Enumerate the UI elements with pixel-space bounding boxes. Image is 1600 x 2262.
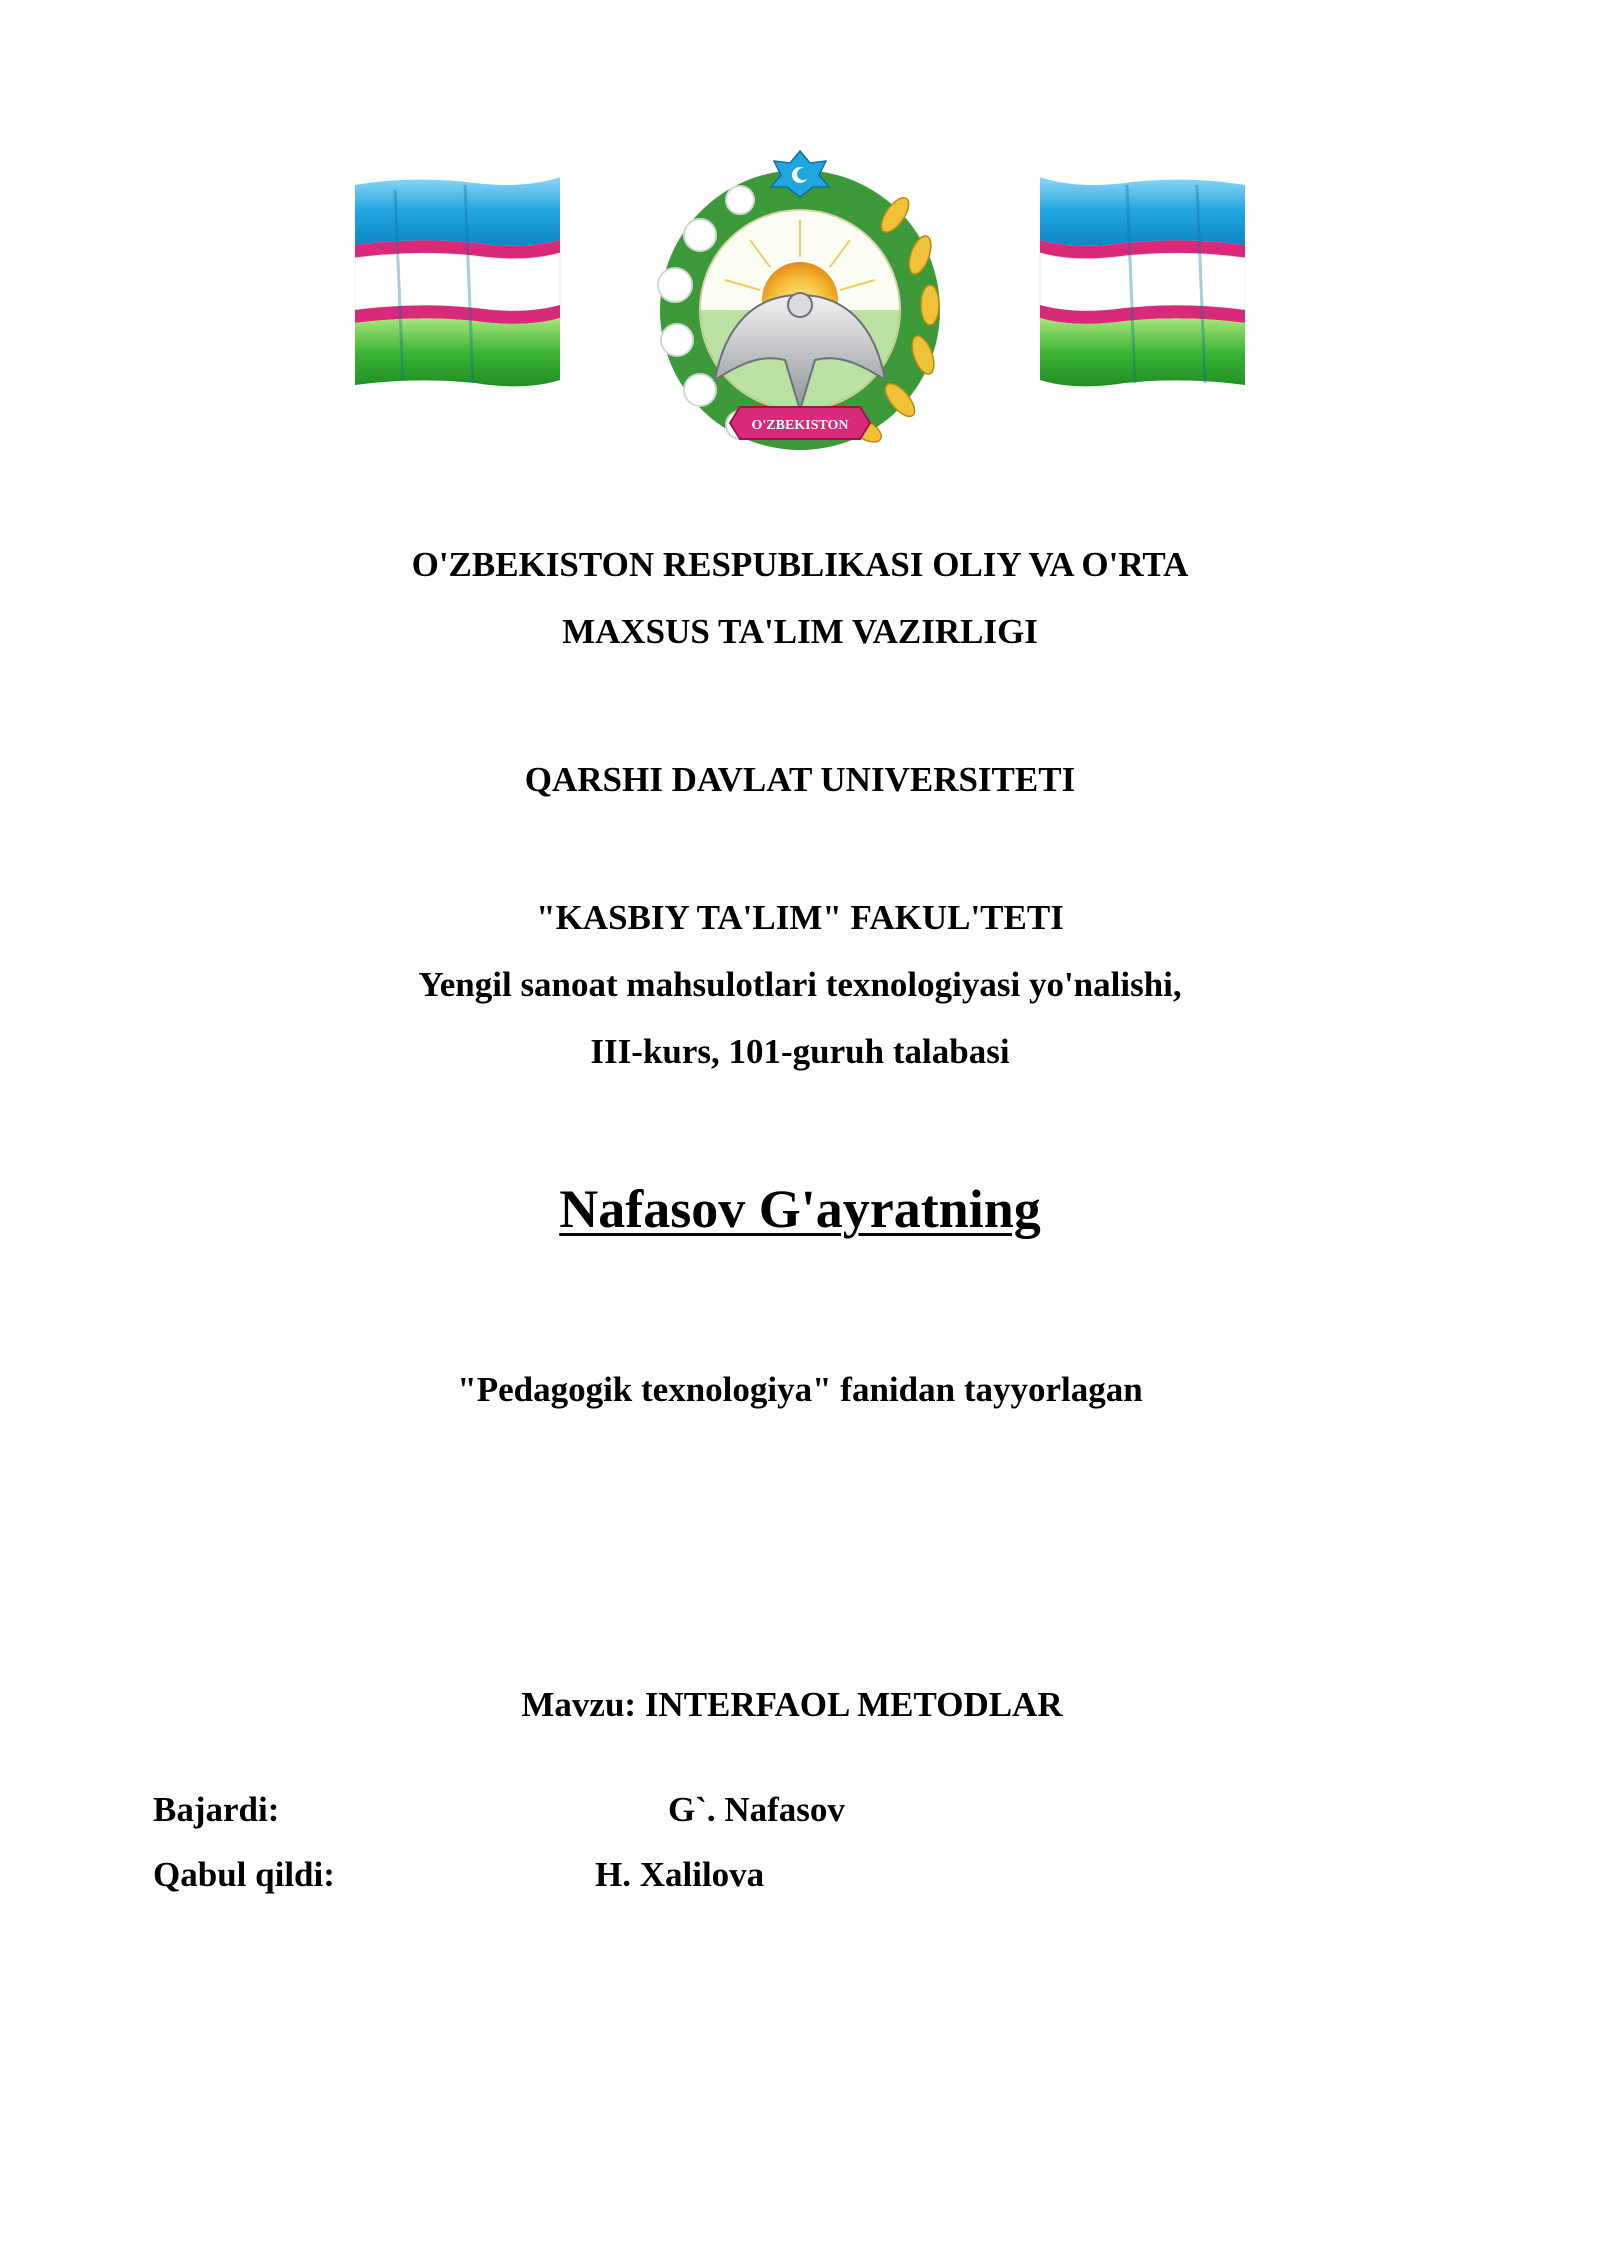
direction-line: Yengil sanoat mahsulotlari texnologiyasi yo'nalishi, xyxy=(418,965,1182,1004)
topic-line: Mavzu: INTERFAOL METODLAR xyxy=(521,1685,1063,1724)
accepted-by-value: H. Xalilova xyxy=(595,1855,765,1894)
university-name: QARSHI DAVLAT UNIVERSITETI xyxy=(524,760,1076,799)
accepted-by-label: Qabul qildi: xyxy=(153,1855,335,1894)
student-name: Nafasov G'ayratning xyxy=(559,1179,1041,1239)
emblem-ribbon-text: O'ZBEKISTON xyxy=(751,418,849,433)
faculty-name: "KASBIY TA'LIM" FAKUL'TETI xyxy=(536,898,1064,937)
subject-line: "Pedagogik texnologiya" fanidan tayyorlagan xyxy=(457,1370,1143,1409)
state-emblem-icon xyxy=(355,145,1245,460)
done-by-value: G`. Nafasov xyxy=(668,1790,845,1829)
course-group-line: III-kurs, 101-guruh talabasi xyxy=(590,1032,1010,1071)
ministry-line-2: MAXSUS TA'LIM VAZIRLIGI xyxy=(562,612,1038,651)
done-by-label: Bajardi: xyxy=(153,1790,280,1829)
ministry-line-1: O'ZBEKISTON RESPUBLIKASI OLIY VA O'RTA xyxy=(411,545,1189,584)
